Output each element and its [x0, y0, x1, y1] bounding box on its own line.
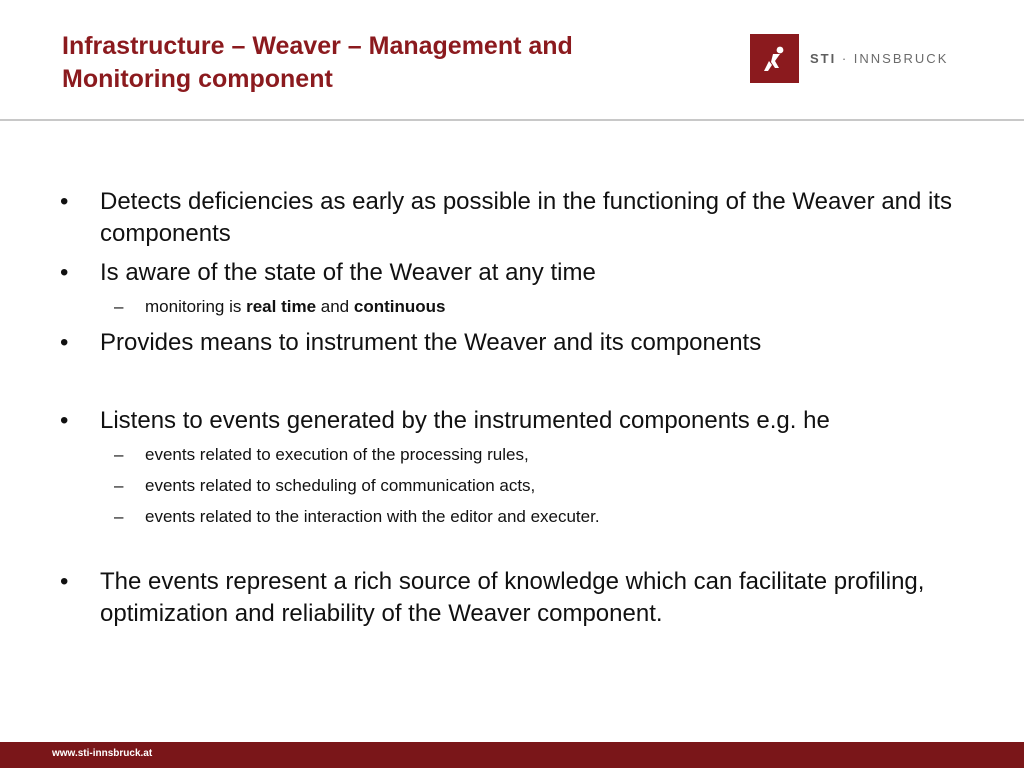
footer-url[interactable]: www.sti-innsbruck.at: [52, 748, 153, 759]
bullet-marker: •: [60, 407, 69, 434]
slide-title: [62, 30, 702, 96]
sti-logo-icon: [750, 34, 799, 83]
sub-bullet-marker: –: [114, 297, 124, 316]
bullet-marker: •: [60, 329, 69, 356]
sub-bullet-text: events related to execution of the processing rules,: [145, 445, 529, 464]
sub-bullet-text: events related to scheduling of communication acts,: [145, 476, 536, 495]
logo-brand: STI: [810, 51, 837, 66]
sub-bullet-text: events related to the interaction with the editor and executer.: [145, 507, 600, 526]
slide-title-line-2: Monitoring component: [62, 65, 333, 93]
sti-logo: [750, 34, 950, 83]
bullet-marker: •: [60, 568, 69, 595]
slide-title-line-1: Infrastructure – Weaver – Management and: [62, 32, 573, 60]
bullet-marker: •: [60, 188, 69, 215]
header-divider: [0, 119, 1024, 121]
footer-bar: [0, 742, 1024, 768]
sti-logo-wordmark: [810, 51, 948, 66]
bullet-text: Detects deficiencies as early as possible in the functioning of the Weaver and its components: [100, 188, 953, 247]
logo-place: INNSBRUCK: [853, 51, 949, 66]
sub-text-prefix: monitoring is: [145, 297, 247, 316]
bullet-text: Is aware of the state of the Weaver at any time: [100, 259, 596, 286]
sub-bullet-marker: –: [114, 445, 124, 464]
sub-bullet-text: [145, 295, 945, 319]
bullet-marker: •: [60, 259, 69, 286]
bullet-text: Listens to events generated by the instrumented components e.g. he: [100, 407, 830, 434]
sub-text-mid: and: [316, 297, 354, 316]
sub-text-bold-continuous: continuous: [353, 297, 446, 316]
bullet-text: The events represent a rich source of knowledge which can facilitate profiling, optimization and reliability of the Weaver component.: [100, 568, 925, 627]
sub-text-bold-realtime: real time: [246, 297, 317, 316]
sub-bullet-marker: –: [114, 507, 124, 526]
logo-separator: ·: [836, 51, 854, 66]
bullet-text: Provides means to instrument the Weaver and its components: [100, 329, 762, 356]
sub-bullet-marker: –: [114, 476, 124, 495]
